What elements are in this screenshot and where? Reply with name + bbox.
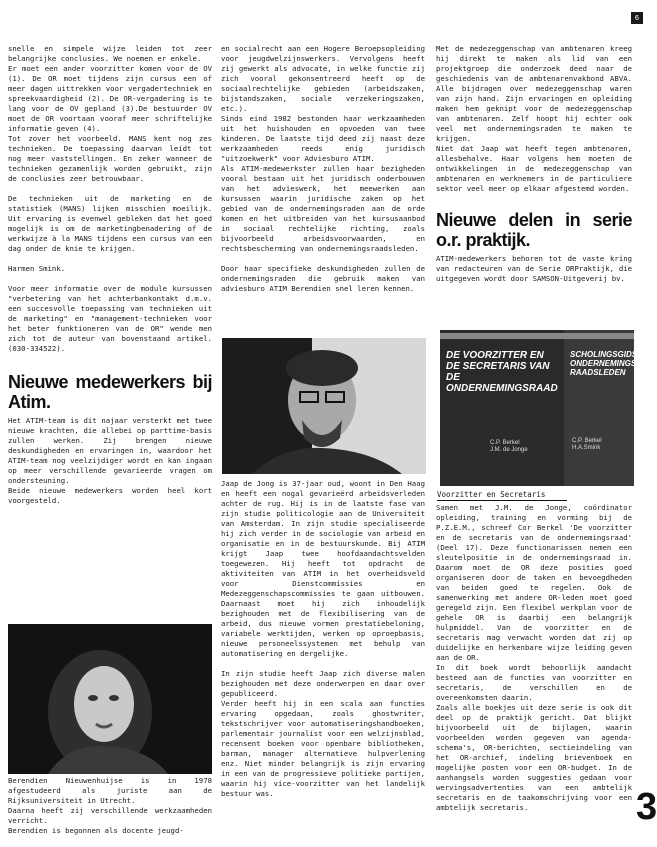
- book-cover-scholingsgids: [564, 330, 639, 486]
- cover-banner: [440, 333, 564, 339]
- article-paragraph: snelle en simpele wijze leiden tot zeer belangrijke conclusies. We noemen er enkele. Er moet een ander voorzitter komen voor de OV (1). De OR moet tijdens zijn cursus een of meer dagen uittrekken voor vergadertechniek en spreekvaardigheid (2). De OR-vergadering is te lang voor de OV gepland (3).De bestuurder OV moet de OR voortaan vooraf meer schriftelijke informatie geven (4). Tot zover het voorbeeld. MANS kent nog zes technieken. De toepassing daarvan leidt tot nog meer vaststellingen. En zeker wanneer de technieken gezamenlijk worden gebruikt, zijn de conclusies zeer betrouwbaar.: [8, 44, 212, 183]
- headline-new-series: Nieuwe delen in serie o.r. praktijk.: [436, 210, 632, 250]
- article-paragraph: en socialrecht aan een Hogere Beroepsopleiding voor jeugdwelzijnswerkers. Vervolgens heeft zij gewerkt als advocate, in welke functie zij zich vooral gekonsentreerd heeft op de sociaalrechtelijke gebieden (arbeidszaken, bijstandszaken, sociale verzekeringszaken, etc.). Sinds eind 1982 bestonden haar werkzaamheden uit het huishouden en opvoeden van twee kinderen. De laatste tijd deed zij naast deze werkzaamheden reeds enig juridisch "uitzoekwerk" voor Adviesburo ATIM. Als ATIM-medewerkster zullen haar bezigheden vooral bestaan uit het juridisch onderbouwen van het advieswerk, het meewerken aan kursussen waarin juridische zaken op het gebied van de ondernemingsraden aan de orde komen en het uitbreiden van het kursusaanbod in sociaal rechtelijke richting, zoals bijvoorbeeld arbeidsvoorwaarden, en rechtsbescherming van ondernemingsraadsleden.: [221, 44, 425, 253]
- headline-new-staff: Nieuwe medewerkers bij Atim.: [8, 372, 212, 412]
- portrait-illustration: [8, 624, 212, 774]
- column-left: [8, 44, 212, 516]
- column-right-lower: [436, 503, 632, 813]
- article-paragraph: Door haar specifieke deskundigheden zullen de ondernemingsraden die gebruik maken van adviesburo ATIM Berendien snel leren kennen.: [221, 264, 425, 293]
- article-paragraph: ATIM-medewerkers behoren tot de vaste kring van redacteuren van de Serie ORPraktijk, die uitgegeven wordt door SAMSON-Uitgeverij bv.: [436, 254, 632, 283]
- page-corner-mark: 6: [631, 12, 643, 24]
- article-paragraph: In zijn studie heeft Jaap zich diverse malen bezighouden met deze onderwerpen en daar over gepubliceerd. Verder heeft hij in een scala aan functies ervaring opgedaan, zoals ghostwriter, tekstschrijver voor automatiseringshandboeken, parlementair journalist voor een welzijnsblad, recensent boeken voor openbare bibliotheken, barman, manager alternatieve hulpverlening enz. Niet minder belangrijk is zijn ervaring in een van de progressieve politieke partijen, waarin hij vice-voorzitter van het landelijk bestuur was.: [221, 669, 425, 798]
- cover-banner: [564, 333, 634, 339]
- book-authors: C.P. Berkel J.M. de Jonge: [490, 440, 528, 453]
- article-paragraph: Voor meer informatie over de module kursussen "verbetering van het achterbankontakt d.m.v. een succesvolle toepassing van technieken uit de marketing" en "management-technieken voor het beter funktioneren van de OR" wende men zich tot de auteur van bovenstaand artikel. (030-334522).: [8, 284, 212, 353]
- article-paragraph: De technieken uit de marketing en de statistiek (MANS) lijken misschien moeilijk. Uit ervaring is evenwel gebleken dat het goed mogelijk is om de marketingbenadering of de werkwijze à la MANS tijdens een cursus van een dag onder de knie te krijgen.: [8, 194, 212, 253]
- column-middle-lower: [221, 479, 425, 799]
- column-middle: [221, 44, 425, 304]
- article-paragraph: Met de medezeggenschap van ambtenaren kreeg hij direkt te maken als lid van een projektgroep die onderzoek deed naar de geschiedenis van de ambtenarenvakbond ABVA. Alle bijdragen over medezeggenschap waren van zijn hand. Zijn ervaringen en opleiding maken hem geknipt voor de medezeggenschap van ambtenaren. Zelf hoopt hij echter ook veel met ondernemingsraden te maken te krijgen. Niet dat Jaap wat heeft tegen ambtenaren, allesbehalve. Haar volgens hem moeten de ontwikkelingen in de medezeggenschap van ambtenaren en werknemers in de particuliere sektor veel meer op elkaar afgestemd worden.: [436, 44, 632, 193]
- column-left-bottom: [8, 776, 212, 836]
- portrait-photo-berendien: [8, 624, 212, 774]
- article-paragraph: Samen met J.M. de Jonge, coördinator opleiding, training en vorming bij de P.Z.E.M., schreef Cor Berkel 'De voorzitter en de secretaris van de ondernemingsraad' (Deel 17). Deze functionarissen nemen een sleutelpositie in de ondernemingsraad in. Daarom moet de OR deze posities goed organiseren door de taken en bevoegdheden van beiden goed te regelen. Ook de samenwerking met andere OR-leden moet goed geregeld zijn. Een flexibel werkplan voor de gehele OR is daarbij een belangrijk hulpmiddel. Van de voorzitter en de secretaris mag verwacht worden dat zij op duidelijke en herkenbare wijze leiding geven aan de OR. In dit boek wordt behoorlijk aandacht besteed aan de functies van voorzitter en secretaris, de verschillen en de overeenkomsten daarin. Zoals alle boekjes uit deze serie is ook dit deel op de praktijk gericht. Dat blijkt bijvoorbeeld uit de bijlagen, waarin voorbeelden worden gegeven van agenda-schema's, OR-berichten, sectieindeling van het OR-archief, indeling brievenboek en mogelijke posten voor een OR-budget. In de aanhangsels worden suggesties gedaan voor wervingsadvertenties van een ambtelijk secretaris en de taakomschrijving voor een ambtelijk secretaris.: [436, 503, 632, 812]
- book-authors: C.P. Berkel H.A.Smink: [572, 438, 602, 451]
- column-right: [436, 44, 632, 294]
- article-paragraph: Jaap de Jong is 37-jaar oud, woont in Den Haag en heeft een nogal gevarieërd arbeidsverleden achter de rug. Hij is in de laatste fase van zijn studie politicologie aan de Universiteit van Amsterdam. In zijn studie specialiseerde hij zich verder in de sociologie van arbeid en organisatie en in de bestuurskunde. Bij ATIM krijgt Jaap twee hoofdaandachtsvelden toegewezen. Hij heeft tot opdracht de aktiviteiten van ATIM in het overheidsveld voor Dienstcommissies en Medezeggenschapscommissies te gaan uitbouwen. Daarnaast moet hij zich inhoudelijk bezighouden met de flexibilisering van de arbeid, dus nieuwe vormen prestatiebeloning, variabele werktijden, werken op oproepbasis, nieuwe personeelssystemen met behulp van automatisering en dergelijke.: [221, 479, 425, 658]
- book-cover-voorzitter-secretaris: [440, 330, 564, 486]
- portrait-photo-jaap: [222, 338, 426, 474]
- article-paragraph: Het ATIM-team is dit najaar versterkt met twee nieuwe krachten, die allebei op parttime-basis zullen werken. Zij brengen nieuwe deskundigheden en ervaringen in, waardoor het ATIM-team nog veelzijdiger wordt en kan ingaan op meer verschillende gevarieerde vragen om ondersteuning. Beide nieuwe medewerkers worden heel kort voorgesteld.: [8, 416, 212, 505]
- book-caption: Voorzitter en Secretaris: [437, 490, 567, 501]
- article-paragraph: Berendien Nieuwenhuijse is in 1978 afgestudeerd als juriste aan de Rijksuniversiteit in Utrecht. Daarna heeft zij verschillende werkzaamheden verricht. Berendien is begonnen als docente jeugd-: [8, 776, 212, 835]
- book-title: SCHOLINGSGIDS ONDERNEMINGS-RAADSLEDEN: [570, 350, 639, 377]
- page-number: 3: [636, 786, 657, 828]
- article-author: Harmen Smink.: [8, 264, 66, 273]
- book-title: DE VOORZITTER EN DE SECRETARIS VAN DE ONDERNEMINGSRAAD: [446, 350, 558, 394]
- portrait-illustration: [222, 338, 426, 474]
